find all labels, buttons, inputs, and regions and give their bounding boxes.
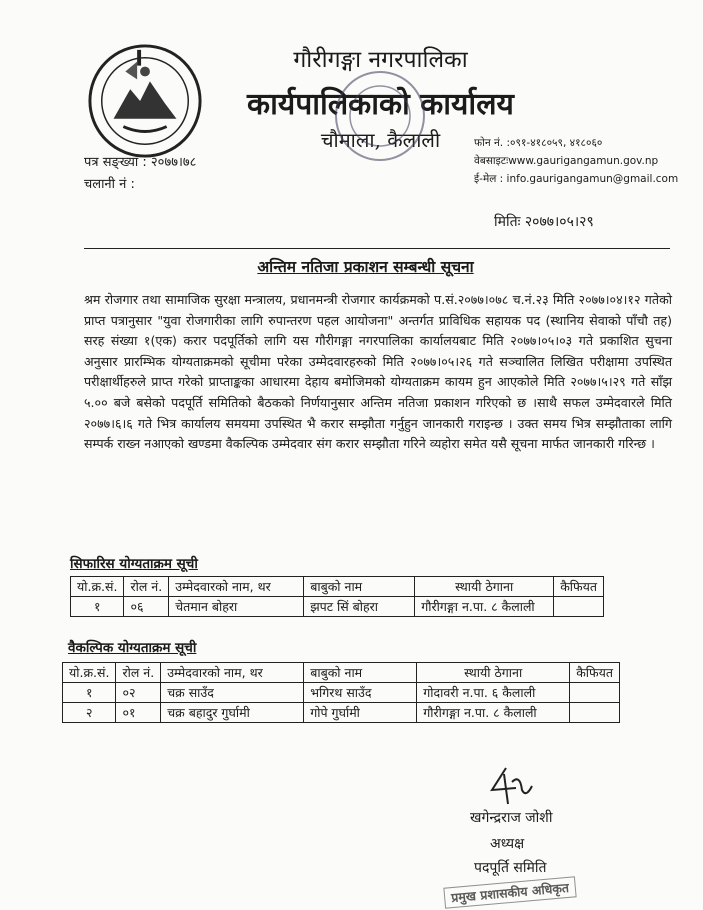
notice-body: श्रम रोजगार तथा सामाजिक सुरक्षा मन्त्रालय, प्रधानमन्त्री रोजगार कार्यक्रमको प.सं.२०७७।०७८ च.नं.२३ मिति २०७७।०४।१२ गतेको प्राप्त पत्रानुसार "युवा रोजगारीका लागि रुपान्तरण पहल आयोजना" अन्तर्गत प्राविधिक सहायक पद (स्थानिय सेवाको पाँचौ तह) सरह संख्या १(एक) करार पदपूर्तिको लागि यस गौरीगङ्गा नगरपालिका कार्यालयबाट मिति २०७७।०५।०३ गते प्रकाशित सुचना अनुसार प्रारम्भिक योग्यताक्रमको सूचीमा परेका उम्मेदवारहरुको मिति २०७७।०५।२६ गते सञ्चालित लिखित परीक्षामा उपस्थित परीक्षार्थीहरुले प्राप्त गरेको प्राप्ताङ्कका आधारमा देहाय बमोजिमको योग्यताक्रम कायम हुन आएकोले मिति २०७७।५।२९ गते साँझ ५.०० बजे बसेको पदपूर्ति समितिको बैठकको निर्णयानुसार अन्तिम नतिजा प्रकाशन गरिएको छ ।साथै सफल उम्मेदवारले मिति २०७७।६।६ गते भित्र कार्यालय समयमा उपस्थित भै करार सम्झौता गर्नुहुन जानकारी गराइन्छ । उक्त समय भित्र सम्झौताका लागि सम्पर्क राख्न नआएको खण्डमा वैकल्पिक उम्मेदवार संग करार सम्झौता गरिने व्यहोरा समेत यसै सूचना मार्फत जानकारी गरिन्छ । [84,292,672,452]
table-header-row [63,663,620,683]
handwritten-signature [486,764,536,808]
letter-reference-number: पत्र सङ्ख्या : २०७७।७८ [84,155,197,170]
col-roll: रोल नं. [116,663,161,683]
officer-stamp: प्रमुख प्रशासकीय अधिकृत [443,876,576,908]
dispatch-number: चलानी नं : [84,177,135,192]
col-serial: यो.क्र.सं. [63,663,116,683]
col-serial: यो.क्र.सं. [71,577,124,597]
col-father-name: बाबुको नाम [304,577,415,597]
table-row: २ ०१ चक्र बहादुर गुर्घामी गोपे गुर्घामी गौरीगङ्गा न.पा. ८ कैलाली [63,703,620,723]
col-roll: रोल नं. [124,577,169,597]
col-candidate-name: उम्मेदवारको नाम, थर [169,577,304,597]
office-location: चौमाला, कैलाली [320,128,441,152]
col-candidate-name: उम्मेदवारको नाम, थर [161,663,304,683]
col-remarks: कैफियत [554,577,604,597]
table-row: १ ०६ चेतमान बोहरा झपट सिं बोहरा गौरीगङ्गा न.पा. ८ कैलाली [71,597,604,617]
alternate-list-heading: वैकल्पिक योग्यताक्रम सूची [68,640,197,656]
notice-title: अन्तिम नतिजा प्रकाशन सम्बन्धी सूचना [257,258,474,276]
table-header-row [71,577,604,597]
header-divider [84,248,670,249]
municipality-name: गौरीगङ्गा नगरपालिका [293,47,468,73]
letter-date: मितिः २०७७।०५।२९ [494,214,594,230]
alternate-list-table [62,662,620,723]
col-remarks: कैफियत [570,663,620,683]
recommended-list-heading: सिफारिस योग्यताक्रम सूची [70,556,198,572]
recommended-list-table [70,576,604,617]
table-row: १ ०२ चक्र साउँद भगिरथ साउँद गोदावरी न.पा. ६ कैलाली [63,683,620,703]
col-address: स्थायी ठेगाना [415,577,554,597]
signatory-name: खगेन्द्रराज जोशी [470,810,553,826]
col-address: स्थायी ठेगाना [417,663,570,683]
signatory-role: अध्यक्ष [490,836,525,852]
office-name: कार्यपालिकाको कार्यालय [247,87,514,122]
office-round-stamp [330,66,430,166]
committee-name: पदपूर्ति समिति [474,860,547,876]
col-father-name: बाबुको नाम [304,663,417,683]
website-line: वेबसाइटःwww.gaurigangamun.gov.np [474,155,659,167]
email-line: ई-मेल : info.gaurigangamun@gmail.com [474,173,679,185]
phone-line: फोन नं. :०९१-४१८०५९, ४१८०६० [474,137,603,149]
